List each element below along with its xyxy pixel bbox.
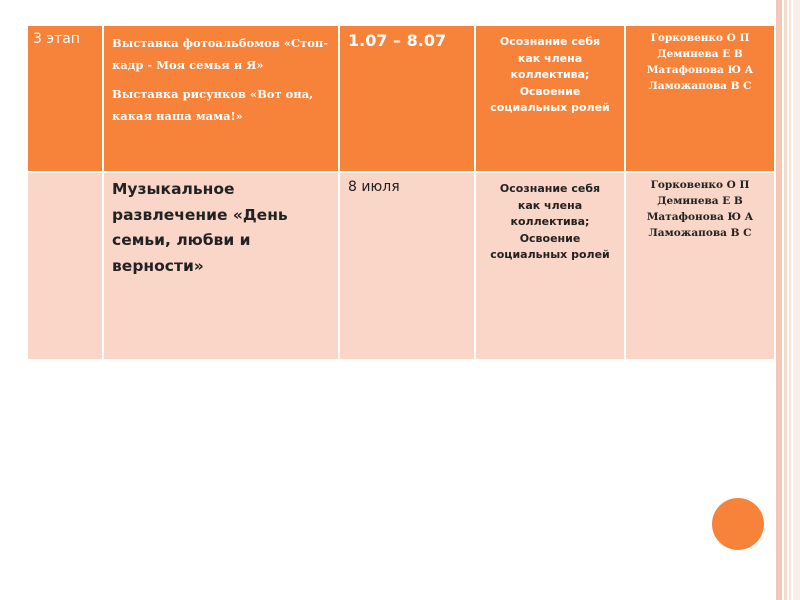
events-cell <box>104 173 338 359</box>
goal-line: как члена <box>517 198 583 212</box>
stage-cell <box>28 26 102 171</box>
date-cell <box>340 26 474 171</box>
responsible-person: Деминева Е В <box>657 48 743 60</box>
responsible-cell <box>626 173 774 359</box>
event-item: Выставка рисунков «Вот она, какая наша мама!» <box>112 87 314 123</box>
goal-line: коллектива; <box>510 68 590 81</box>
goal-line: как члена <box>517 51 583 65</box>
event-item: Музыкальное развлечение «День семьи, любви и верности» <box>112 180 288 275</box>
schedule-table <box>28 26 774 359</box>
responsible-person: Матафонова Ю А <box>646 64 754 76</box>
event-item: Выставка фотоальбомов «Стоп-кадр - Моя семья и Я» <box>112 36 329 72</box>
responsible-person: Горковенко О П <box>650 32 750 44</box>
decorative-circle <box>712 498 764 550</box>
goal-line: Освоение <box>519 231 581 245</box>
events-cell <box>104 26 338 171</box>
responsible-person: Деминева Е В <box>657 195 743 207</box>
date-text: 8 июля <box>348 179 400 195</box>
decorative-border-stripe <box>776 0 782 600</box>
responsible-person: Горковенко О П <box>650 179 750 191</box>
responsible-person: Ламожапова В С <box>648 227 752 239</box>
decorative-border-stripe <box>789 0 791 600</box>
responsible-person: Матафонова Ю А <box>646 211 754 223</box>
responsible-cell <box>626 26 774 171</box>
goal-line: Осознание себя <box>499 35 601 48</box>
goal-line: коллектива; <box>510 215 590 228</box>
stage-label: 3 этап <box>33 31 80 47</box>
goal-line: Осознание себя <box>499 182 601 195</box>
goal-line: социальных ролей <box>490 248 610 261</box>
decorative-border-stripe <box>793 0 800 600</box>
date-cell <box>340 173 474 359</box>
goal-line: Освоение <box>519 84 581 98</box>
goal-line: социальных ролей <box>490 101 610 114</box>
goal-cell <box>476 173 624 359</box>
goal-cell <box>476 26 624 171</box>
stage-cell <box>28 173 102 359</box>
responsible-person: Ламожапова В С <box>648 80 752 92</box>
date-text: 1.07 – 8.07 <box>348 31 447 50</box>
decorative-border-stripe <box>784 0 787 600</box>
